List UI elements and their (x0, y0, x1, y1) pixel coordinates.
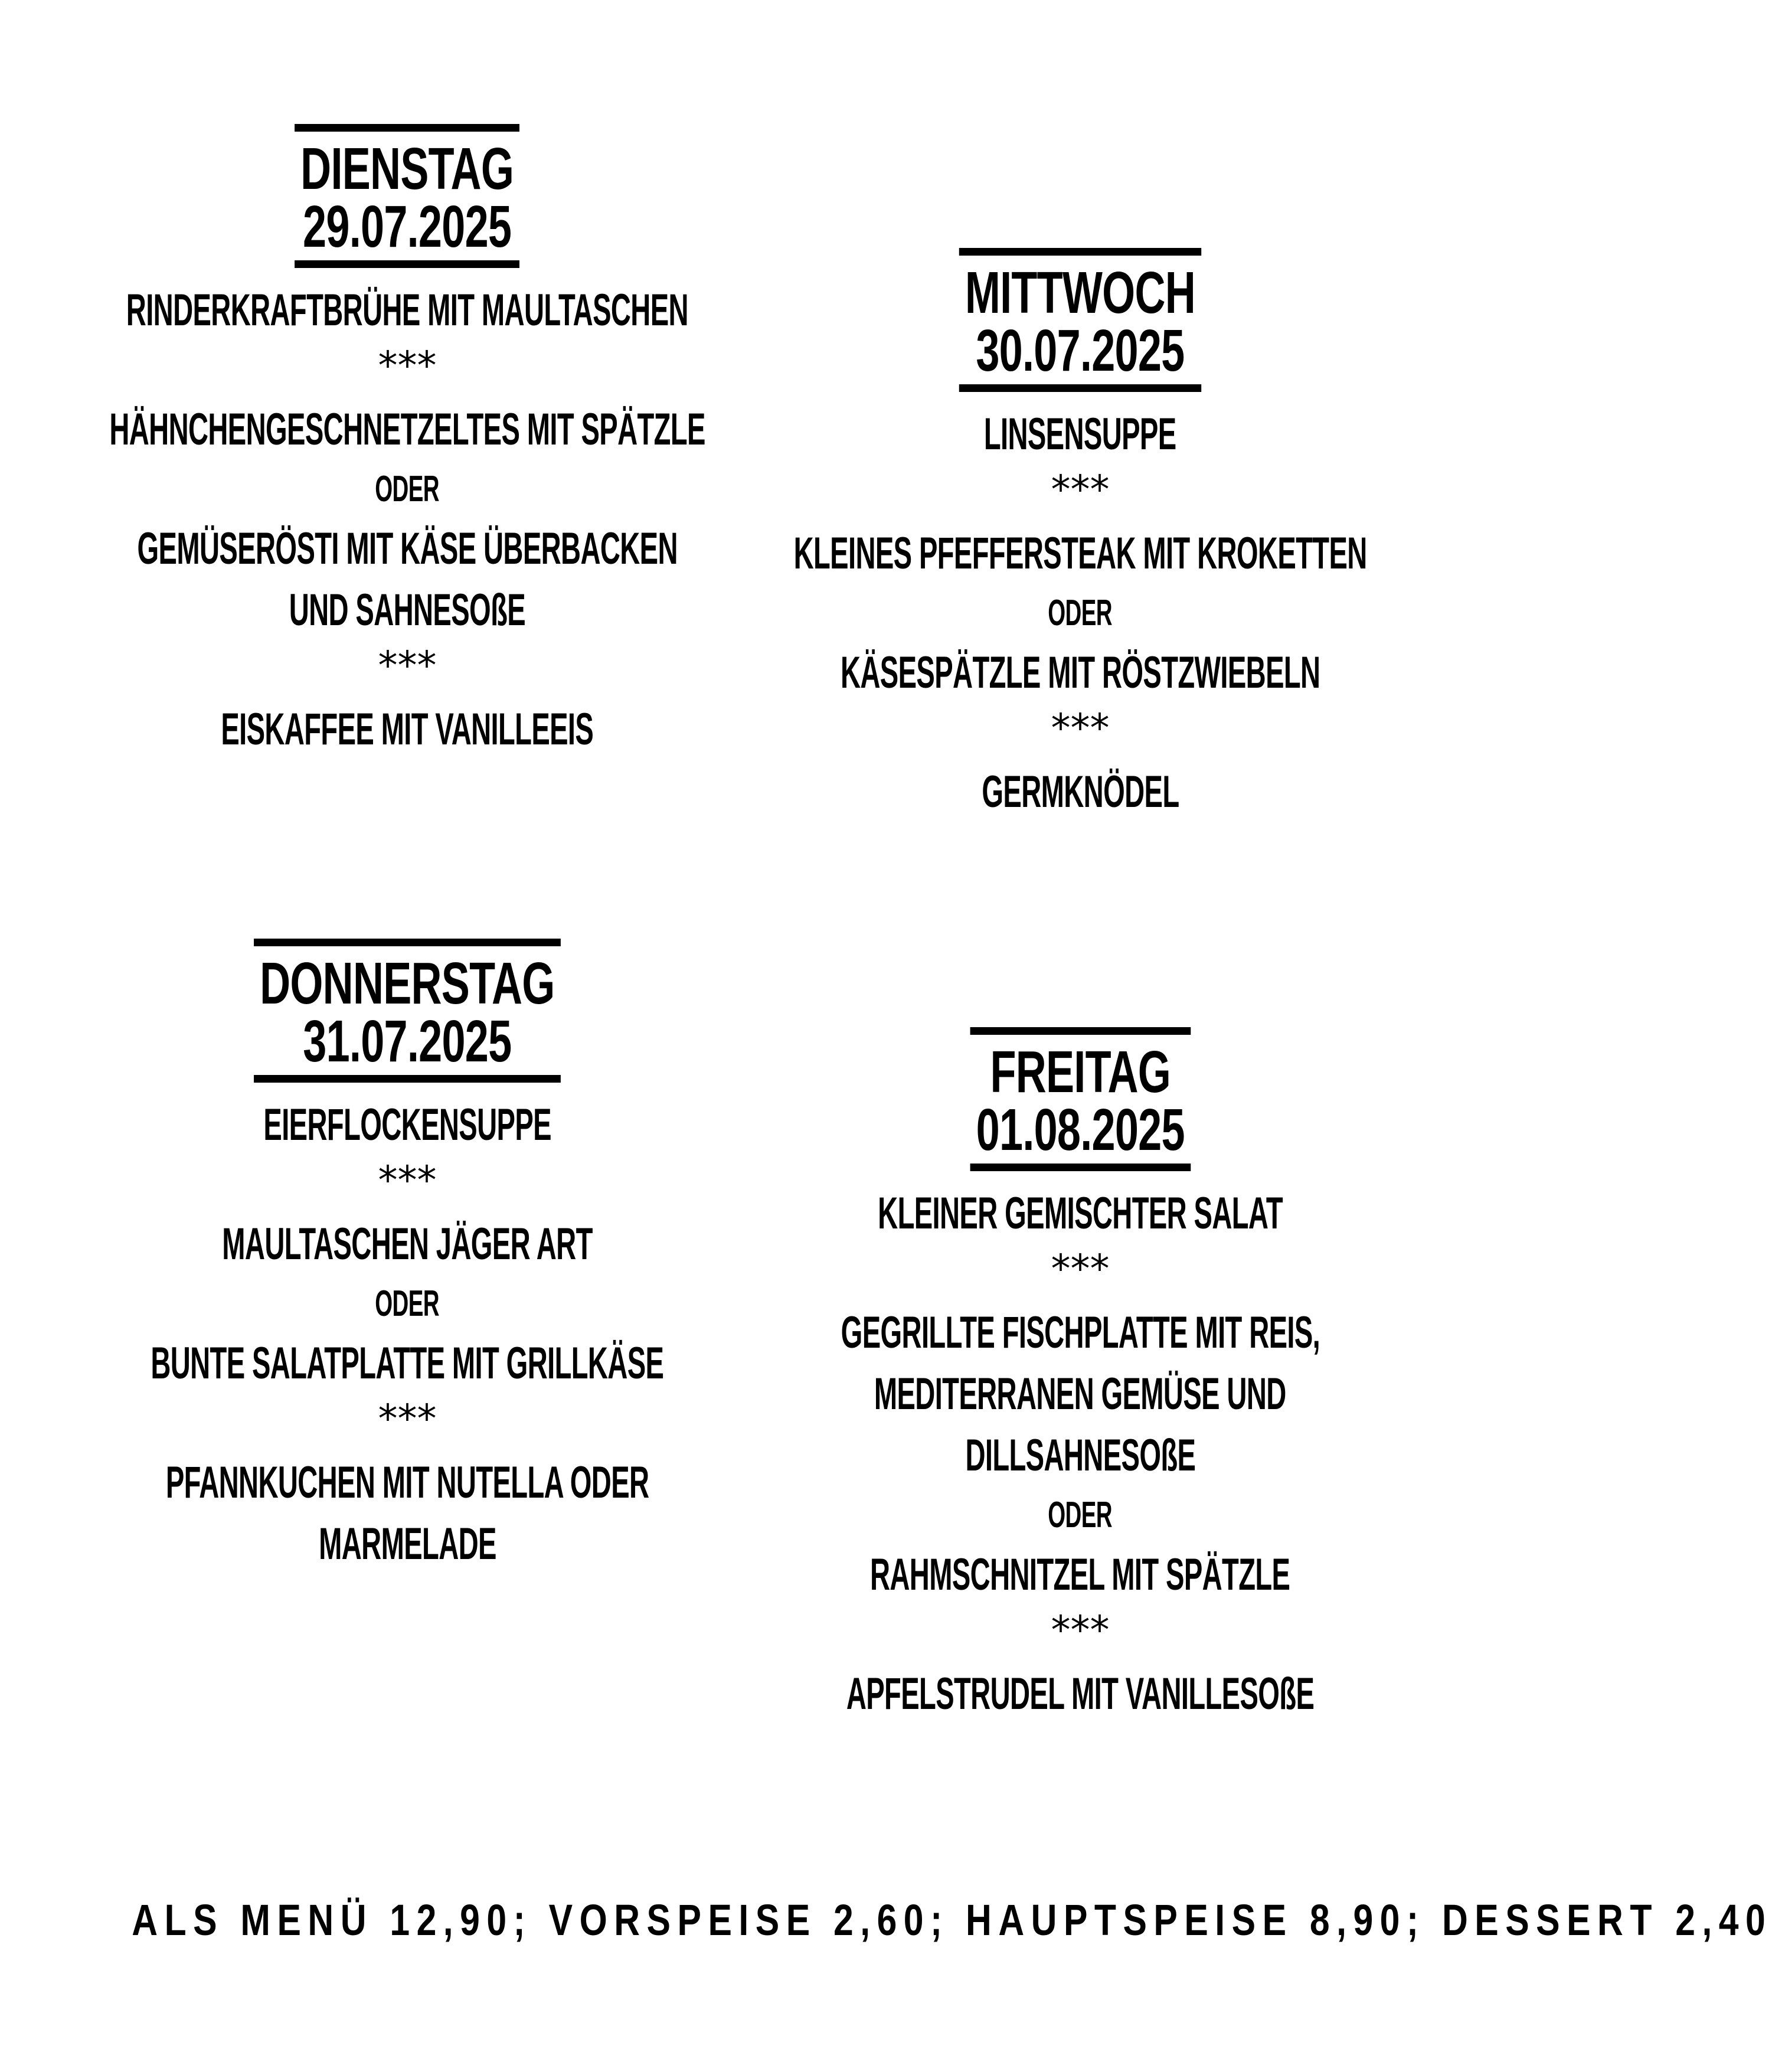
main-course-2: RAHMSCHNITZEL MIT SPÄTZLE (870, 1550, 1290, 1600)
or-label: ODER (375, 1283, 440, 1324)
day-friday (732, 1027, 1428, 1725)
day-name: MITTWOCH (965, 260, 1196, 326)
separator: *** (1051, 467, 1110, 512)
day-date: 01.08.2025 (976, 1097, 1185, 1163)
main-course-1: MAULTASCHEN JÄGER ART (222, 1219, 593, 1269)
separator: *** (1051, 1246, 1110, 1292)
day-name: DIENSTAG (300, 136, 514, 202)
starter: RINDERKRAFTBRÜHE MIT MAULTASCHEN (126, 285, 689, 335)
day-thursday (59, 939, 756, 1575)
or-label: ODER (1048, 593, 1113, 633)
price-footer: ALS MENÜ 12,90; VORSPEISE 2,60; HAUPTSPEISE 8,90; DESSERT 2,40 (132, 1895, 1772, 1944)
separator: *** (378, 343, 437, 388)
day-header (254, 939, 561, 1083)
separator: *** (378, 643, 437, 688)
main-course-2: BUNTE SALATPLATTE MIT GRILLKÄSE (151, 1338, 664, 1388)
dessert: PFANNKUCHEN MIT NUTELLA ODER (165, 1457, 649, 1508)
dessert: MARMELADE (318, 1519, 496, 1569)
dessert: EISKAFFEE MIT VANILLEEIS (221, 704, 594, 754)
main-course-2: UND SAHNESOßE (289, 585, 526, 635)
day-date: 30.07.2025 (976, 318, 1185, 384)
dessert: APFELSTRUDEL MIT VANILLESOßE (846, 1669, 1315, 1719)
or-label: ODER (1048, 1495, 1113, 1535)
menu-items (694, 1183, 1467, 1725)
day-wednesday (732, 248, 1428, 823)
separator: *** (378, 1158, 437, 1203)
separator: *** (1051, 705, 1110, 751)
dessert: GERMKNÖDEL (981, 767, 1179, 817)
day-name: DONNERSTAG (260, 950, 555, 1017)
separator: *** (378, 1396, 437, 1442)
or-label: ODER (375, 469, 440, 509)
day-date: 29.07.2025 (303, 194, 512, 260)
main-course-1: MEDITERRANEN GEMÜSE UND (874, 1369, 1286, 1419)
separator: *** (1051, 1607, 1110, 1653)
main-course-1: DILLSAHNESOßE (965, 1430, 1195, 1481)
day-header (959, 248, 1201, 392)
day-header (970, 1027, 1190, 1171)
main-course-1: KLEINES PFEFFERSTEAK MIT KROKETTEN (793, 528, 1367, 579)
starter: EIERFLOCKENSUPPE (263, 1100, 551, 1150)
main-course-2: GEMÜSERÖSTI MIT KÄSE ÜBERBACKEN (137, 524, 678, 574)
menu-items (618, 404, 1542, 823)
day-date: 31.07.2025 (303, 1008, 512, 1074)
starter: LINSENSUPPE (984, 409, 1176, 459)
day-header (295, 124, 519, 268)
main-course-2: KÄSESPÄTZLE MIT RÖSTZWIEBELN (840, 648, 1320, 698)
main-course-1: GEGRILLTE FISCHPLATTE MIT REIS, (841, 1308, 1320, 1358)
day-name: FREITAG (990, 1039, 1171, 1105)
starter: KLEINER GEMISCHTER SALAT (878, 1188, 1283, 1238)
main-course-1: HÄHNCHENGESCHNETZELTES MIT SPÄTZLE (109, 404, 705, 455)
